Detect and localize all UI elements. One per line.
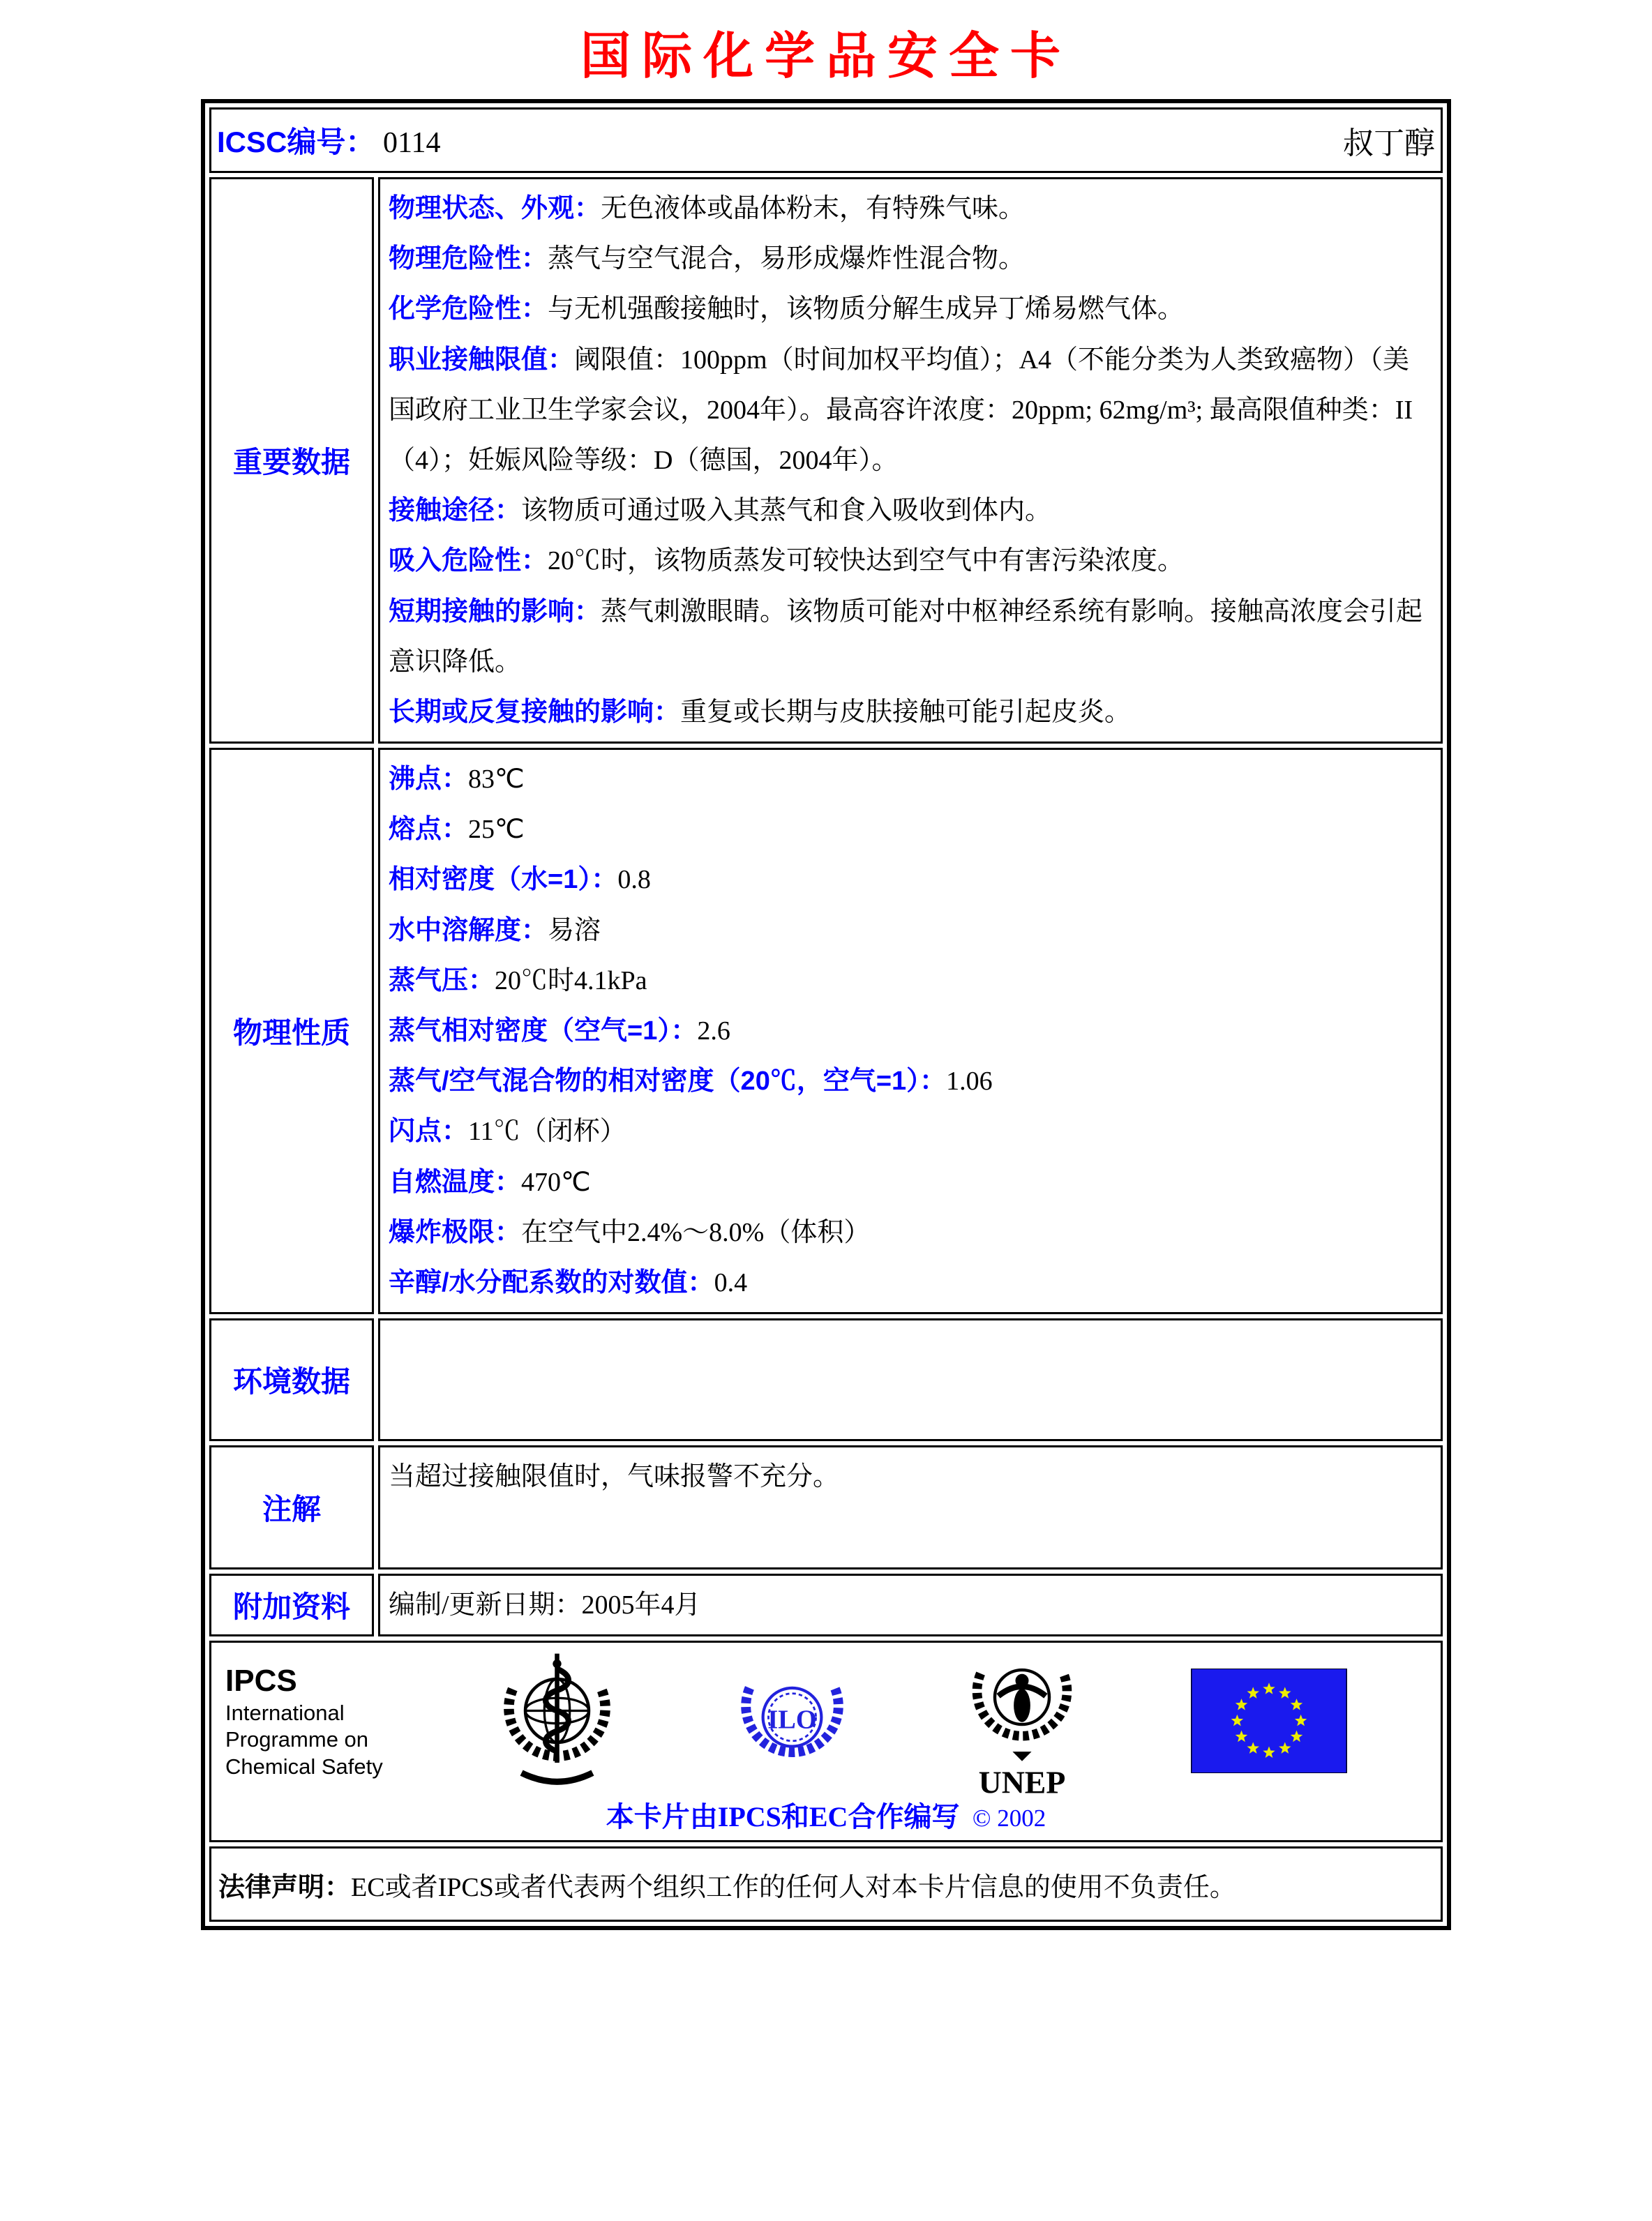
notes-content: 当超过接触限值时，气味报警不充分。: [378, 1445, 1443, 1569]
data-line: [389, 1207, 1432, 1258]
caption-text: 本卡片由IPCS和EC合作编写: [606, 1801, 960, 1833]
field-value: 蒸气与空气混合，易形成爆炸性混合物。: [548, 244, 1026, 274]
eu-flag-icon: [1191, 1669, 1347, 1773]
field-label: 沸点：: [389, 765, 469, 795]
field-value: 0.8: [617, 865, 651, 895]
data-line: [389, 234, 1432, 284]
field-value: 蒸气刺激眼睛。该物质可能对中枢神经系统有影响。接触高浓度会引起意识降低。: [389, 596, 1423, 677]
data-line: [389, 485, 1432, 536]
field-label: 爆炸极限：: [389, 1217, 522, 1247]
field-label: 蒸气相对密度（空气=1）：: [389, 1016, 698, 1046]
field-value: 20℃时，该物质蒸发可较快达到空气中有害污染浓度。: [548, 546, 1185, 576]
field-value: 易溶: [548, 915, 601, 945]
data-line: [389, 1258, 1432, 1308]
field-value: 2.6: [697, 1016, 730, 1046]
field-value: 无色液体或晶体粉末，有特殊气味。: [601, 194, 1026, 223]
ipcs-line: Chemical Safety: [225, 1754, 383, 1779]
field-value: 1.06: [946, 1067, 993, 1097]
page-title: 国际化学品安全卡: [580, 29, 1072, 84]
section-title-notes: 注解: [209, 1445, 374, 1569]
field-label: 职业接触限值：: [389, 345, 575, 375]
data-line: [389, 1106, 1432, 1157]
ipcs-line: Programme on: [225, 1727, 369, 1752]
legal-cell: [209, 1846, 1443, 1922]
data-line: [389, 804, 1432, 854]
icsc-card-table: [201, 99, 1451, 1930]
field-value: 与无机强酸接触时，该物质分解生成异丁烯易燃气体。: [548, 294, 1185, 324]
ipcs-line: International: [225, 1700, 345, 1725]
field-label: 自燃温度：: [389, 1167, 522, 1197]
additional-info-content: 编制/更新日期：2005年4月: [378, 1574, 1443, 1636]
field-label: 水中溶解度：: [389, 915, 548, 945]
legal-label: 法律声明：: [218, 1872, 352, 1902]
data-line: [389, 284, 1432, 334]
logos-cell: [209, 1641, 1443, 1842]
data-line: [389, 536, 1432, 586]
ipcs-acronym: IPCS: [225, 1663, 297, 1698]
important-data-row: [209, 177, 1443, 744]
physical-properties-row: [209, 748, 1443, 1314]
legal-text: EC或者IPCS或者代表两个组织工作的任何人对本卡片信息的使用不负责任。: [351, 1872, 1236, 1902]
field-label: 物理状态、外观：: [389, 194, 601, 223]
data-line: [389, 956, 1432, 1006]
field-label: 长期或反复接触的影响：: [389, 697, 681, 727]
field-label: 短期接触的影响：: [389, 596, 601, 626]
unep-logo-text: UNEP: [978, 1764, 1066, 1800]
field-label: 相对密度（水=1）：: [389, 865, 618, 895]
field-label: 接触途径：: [389, 496, 522, 526]
environmental-data-row: [209, 1318, 1443, 1441]
data-line: [389, 1157, 1432, 1207]
data-line: [389, 1056, 1432, 1106]
section-title-physical-properties: 物理性质: [209, 748, 374, 1314]
data-line: [389, 183, 1432, 234]
caption-copyright: © 2002: [972, 1805, 1046, 1832]
field-value: 阈限值：100ppm（时间加权平均值）；A4（不能分类为人类致癌物）（美国政府工业卫生学家会议，2004年）。最高容许浓度：20ppm; 62mg/m³; 最高限值种类：II（4）；妊娠风险等级：D（德国，2004年）。: [389, 345, 1413, 475]
ipcs-text-block: [225, 1662, 383, 1781]
additional-info-row: [209, 1574, 1443, 1636]
field-value: 11℃（闭杯）: [468, 1117, 626, 1147]
data-line: [389, 1006, 1432, 1056]
notes-row: [209, 1445, 1443, 1569]
field-label: 熔点：: [389, 815, 469, 845]
section-title-environmental-data: 环境数据: [209, 1318, 374, 1441]
field-value: 25℃: [468, 815, 525, 845]
data-line: [389, 905, 1432, 956]
field-value: 0.4: [714, 1267, 748, 1297]
icsc-number-value: 0114: [383, 127, 441, 159]
icsc-number-group: [217, 119, 440, 161]
field-value: 在空气中2.4%～8.0%（体积）: [521, 1217, 871, 1247]
field-label: 蒸气压：: [389, 965, 495, 995]
header-row: [209, 107, 1443, 173]
important-data-content: [378, 177, 1443, 744]
physical-properties-content: [378, 748, 1443, 1314]
header-cell: [209, 107, 1443, 173]
card-caption: [221, 1795, 1431, 1835]
field-label: 辛醇/水分配系数的对数值：: [389, 1267, 714, 1297]
field-label: 物理危险性：: [389, 244, 548, 274]
data-line: [389, 754, 1432, 804]
unep-logo-icon: [963, 1643, 1081, 1799]
data-line: [389, 687, 1432, 737]
chemical-name: 叔丁醇: [1343, 126, 1435, 160]
ilo-logo-icon: [731, 1654, 853, 1788]
field-value: 20℃时4.1kPa: [495, 965, 647, 995]
section-title-additional-info: 附加资料: [209, 1574, 374, 1636]
field-label: 化学危险性：: [389, 294, 548, 324]
who-logo-icon: [493, 1651, 622, 1791]
field-value: 83℃: [468, 765, 525, 795]
logos-row: [209, 1641, 1443, 1842]
field-label: 吸入危险性：: [389, 546, 548, 576]
data-line: [389, 587, 1432, 687]
legal-row: [209, 1846, 1443, 1922]
field-value: 470℃: [521, 1167, 591, 1197]
field-value: 该物质可通过吸入其蒸气和食入吸收到体内。: [521, 496, 1052, 526]
section-title-important-data: 重要数据: [209, 177, 374, 744]
data-line: [389, 854, 1432, 905]
field-label: 闪点：: [389, 1117, 469, 1147]
field-label: 蒸气/空气混合物的相对密度（20℃，空气=1）：: [389, 1067, 947, 1097]
environmental-data-content: [378, 1318, 1443, 1441]
ilo-logo-text: ILO: [767, 1705, 817, 1735]
data-line: [389, 335, 1432, 486]
field-value: 重复或长期与皮肤接触可能引起皮炎。: [680, 697, 1132, 727]
icsc-number-label: ICSC编号：: [217, 126, 375, 158]
